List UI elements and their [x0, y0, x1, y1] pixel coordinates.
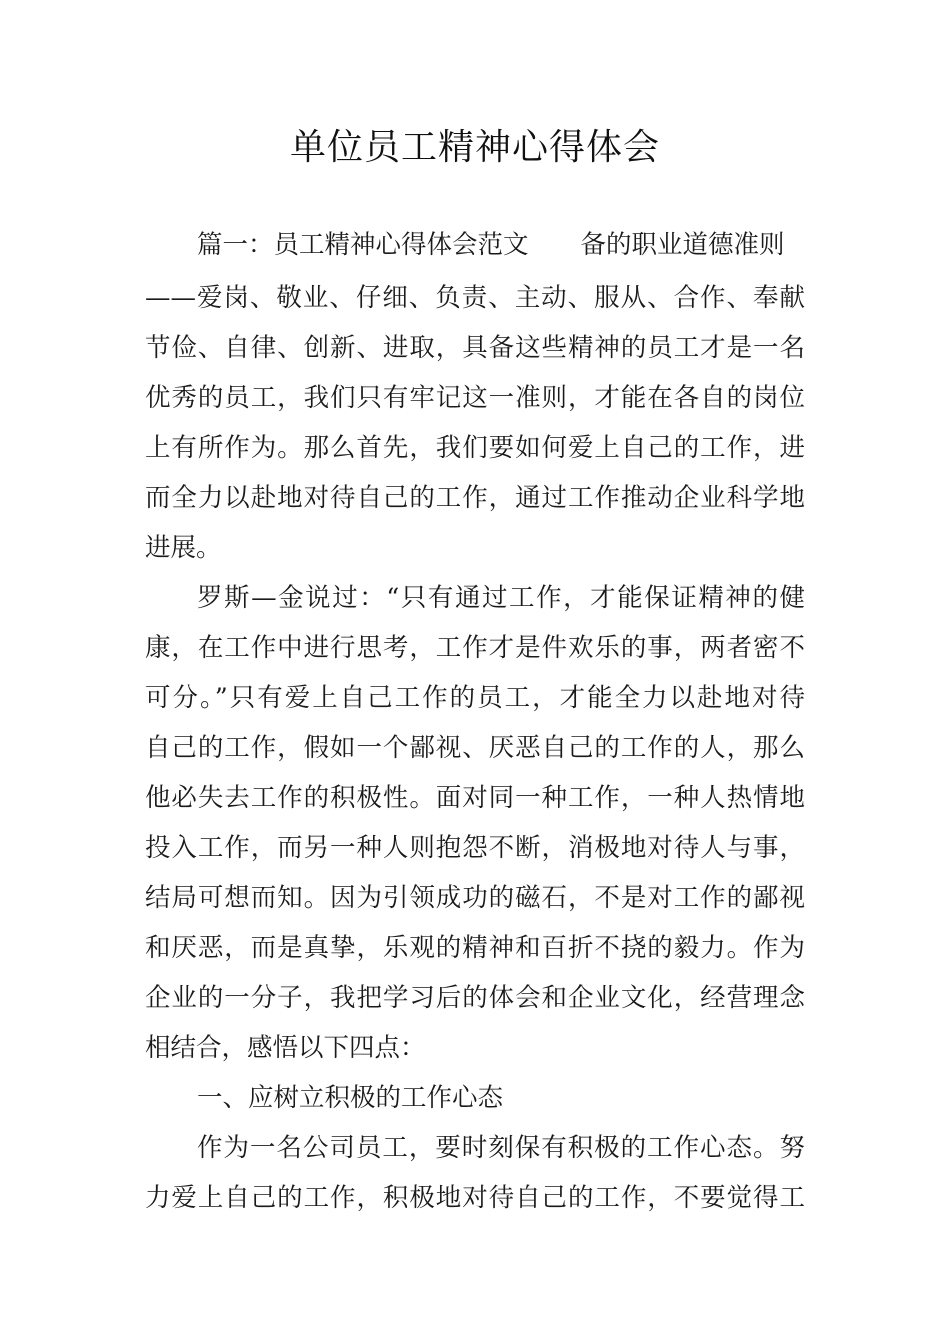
paragraph-line: 优秀的员工，我们只有牢记这一准则，才能在各自的岗位 [145, 383, 805, 413]
paragraph-line: 上有所作为。那么首先，我们要如何爱上自己的工作，进 [145, 433, 805, 463]
paragraph-line: 自己的工作，假如一个鄙视、厌恶自己的工作的人，那么 [145, 733, 805, 763]
paragraph-line: 而全力以赴地对待自己的工作，通过工作推动企业科学地 [145, 483, 805, 513]
document-title: 单位员工精神心得体会 [289, 127, 660, 168]
paragraph-line: 节俭、自律、创新、进取，具备这些精神的员工才是一名 [145, 333, 805, 363]
paragraph-line: 力爱上自己的工作，积极地对待自己的工作，不要觉得工 [145, 1183, 805, 1213]
paragraph-line: ——爱岗、敬业、仔细、负责、主动、服从、合作、奉献 [145, 283, 805, 313]
paragraph-line: 企业的一分子，我把学习后的体会和企业文化，经营理念 [145, 983, 805, 1013]
paragraph-line: 结局可想而知。因为引领成功的磁石，不是对工作的鄙视 [145, 883, 805, 913]
paragraph-line: 相结合，感悟以下四点： [145, 1033, 426, 1063]
paragraph-text: 备的职业道德准则 [580, 230, 785, 260]
paragraph-line: 康，在工作中进行思考，工作才是件欢乐的事，两者密不 [145, 633, 805, 663]
paragraph-line: 他必失去工作的积极性。面对同一种工作，一种人热情地 [145, 783, 805, 813]
paragraph-line [197, 220, 805, 270]
paragraph-line: 和厌恶，而是真挚，乐观的精神和百折不挠的毅力。作为 [145, 933, 805, 963]
paragraph-line: 作为一名公司员工，要时刻保有积极的工作心态。努 [197, 1133, 805, 1163]
paragraph-line: 进展。 [145, 533, 222, 563]
paragraph-line: 罗斯—金说过：“只有通过工作，才能保证精神的健 [197, 583, 805, 613]
paragraph-line: 投入工作，而另一种人则抱怨不断，消极地对待人与事， [145, 833, 805, 863]
section-heading-text: 篇一：员工精神心得体会范文 [197, 230, 529, 260]
section-heading: 一、应树立积极的工作心态 [197, 1083, 504, 1113]
paragraph-line: 可分。”只有爱上自己工作的员工，才能全力以赴地对待 [145, 683, 805, 713]
